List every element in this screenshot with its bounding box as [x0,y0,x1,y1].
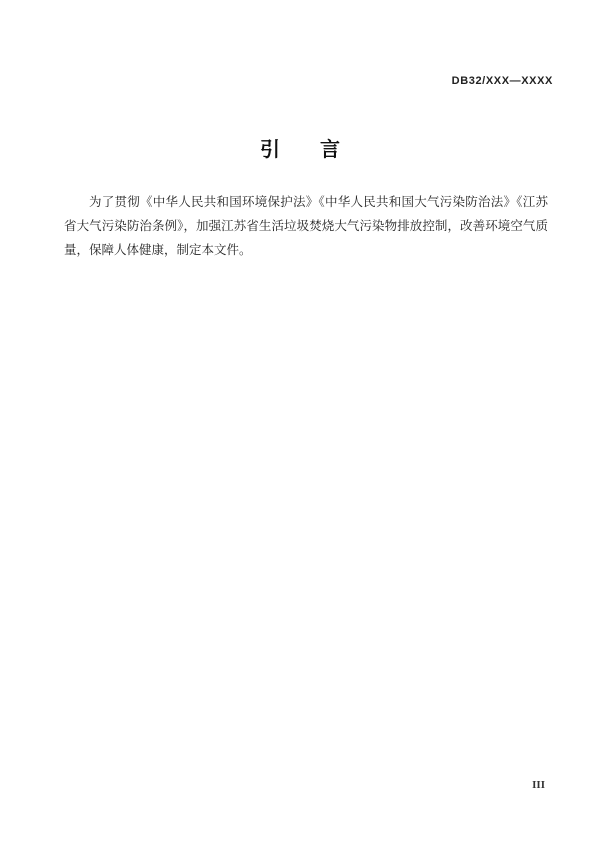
header-doc-code: DB32/XXX—XXXX [451,75,553,87]
page-title: 引 言 [260,139,340,161]
intro-paragraph: 为了贯彻《中华人民共和国环境保护法》《中华人民共和国大气污染防治法》《江苏省大气污染防治条例》，加强江苏省生活垃圾焚烧大气污染物排放控制，改善环境空气质量，保障人体健康，制定本文件。 [64,195,548,257]
page-number: III [532,779,545,791]
intro-section [64,190,548,262]
